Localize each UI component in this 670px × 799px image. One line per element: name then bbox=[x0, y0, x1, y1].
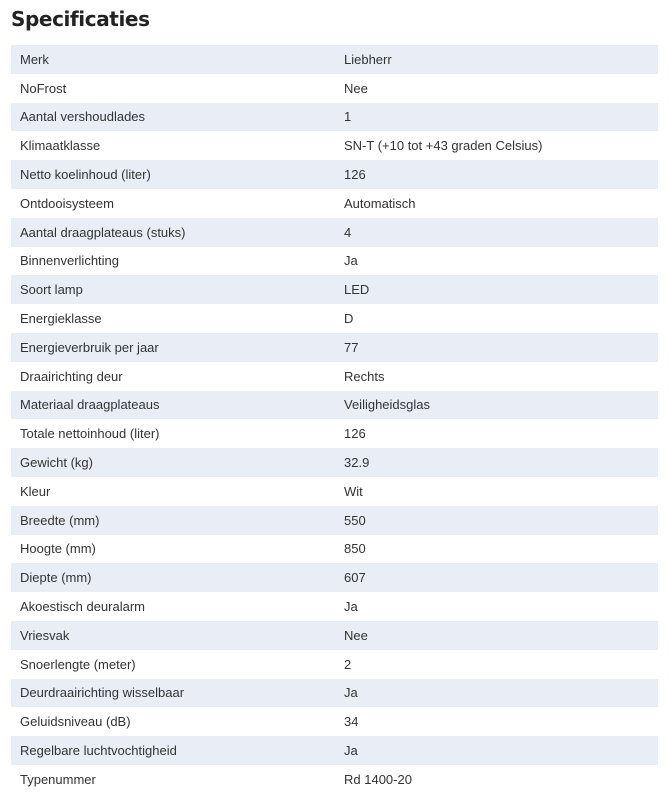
spec-label: Kleur bbox=[20, 483, 51, 499]
spec-row bbox=[11, 592, 658, 621]
spec-value: 550 bbox=[344, 512, 366, 528]
spec-value: Ja bbox=[344, 599, 358, 615]
spec-row bbox=[11, 247, 658, 276]
spec-row bbox=[11, 103, 658, 132]
spec-row bbox=[11, 391, 658, 420]
spec-value: Ja bbox=[344, 743, 358, 759]
spec-value: 34 bbox=[344, 714, 359, 730]
spec-value: 607 bbox=[344, 570, 366, 586]
spec-value: 32.9 bbox=[344, 455, 370, 471]
spec-label: Vriesvak bbox=[20, 627, 70, 643]
spec-label: Energieklasse bbox=[20, 311, 102, 327]
spec-label: Gewicht (kg) bbox=[20, 455, 93, 471]
spec-label: Hoogte (mm) bbox=[20, 541, 96, 557]
spec-row bbox=[11, 160, 658, 189]
spec-value: Rd 1400-20 bbox=[344, 771, 412, 787]
spec-label: Binnenverlichting bbox=[20, 253, 120, 269]
spec-label: Soort lamp bbox=[20, 282, 83, 298]
spec-label: Typenummer bbox=[20, 771, 96, 787]
spec-label: NoFrost bbox=[20, 80, 67, 96]
spec-value: 2 bbox=[344, 656, 352, 672]
spec-row bbox=[11, 45, 658, 74]
spec-value: Ja bbox=[344, 685, 358, 701]
spec-value: 1 bbox=[344, 109, 352, 125]
spec-label: Klimaatklasse bbox=[20, 138, 101, 154]
spec-label: Snoerlengte (meter) bbox=[20, 656, 136, 672]
spec-row bbox=[11, 765, 658, 794]
spec-row bbox=[11, 506, 658, 535]
spec-row bbox=[11, 679, 658, 708]
spec-row bbox=[11, 189, 658, 218]
spec-row bbox=[11, 419, 658, 448]
spec-label: Deurdraairichting wisselbaar bbox=[20, 685, 185, 701]
spec-label: Aantal draagplateaus (stuks) bbox=[20, 224, 186, 240]
spec-label: Breedte (mm) bbox=[20, 512, 100, 528]
spec-label: Merk bbox=[20, 51, 49, 67]
spec-row bbox=[11, 477, 658, 506]
spec-value: 126 bbox=[344, 426, 366, 442]
spec-label: Geluidsniveau (dB) bbox=[20, 714, 131, 730]
spec-value: 126 bbox=[344, 167, 366, 183]
spec-row bbox=[11, 707, 658, 736]
spec-row bbox=[11, 74, 658, 103]
page-title: Specificaties bbox=[11, 7, 150, 31]
spec-value: 77 bbox=[344, 339, 359, 355]
specifications-table-body bbox=[11, 45, 658, 794]
spec-row bbox=[11, 621, 658, 650]
spec-label: Totale nettoinhoud (liter) bbox=[20, 426, 160, 442]
spec-label: Netto koelinhoud (liter) bbox=[20, 167, 151, 183]
spec-value: Ja bbox=[344, 253, 358, 269]
spec-row bbox=[11, 563, 658, 592]
spec-value: Rechts bbox=[344, 368, 385, 384]
spec-row bbox=[11, 333, 658, 362]
spec-label: Ontdooisysteem bbox=[20, 195, 114, 211]
spec-label: Akoestisch deuralarm bbox=[20, 599, 145, 615]
spec-row bbox=[11, 448, 658, 477]
spec-row bbox=[11, 304, 658, 333]
spec-value: Automatisch bbox=[344, 195, 416, 211]
spec-row bbox=[11, 736, 658, 765]
spec-label: Draairichting deur bbox=[20, 368, 123, 384]
spec-row bbox=[11, 362, 658, 391]
spec-row bbox=[11, 535, 658, 564]
spec-label: Diepte (mm) bbox=[20, 570, 92, 586]
spec-label: Regelbare luchtvochtigheid bbox=[20, 743, 177, 759]
spec-value: Nee bbox=[344, 80, 368, 96]
spec-value: Wit bbox=[344, 483, 363, 499]
spec-row bbox=[11, 218, 658, 247]
spec-label: Energieverbruik per jaar bbox=[20, 339, 159, 355]
spec-row bbox=[11, 650, 658, 679]
spec-value: Nee bbox=[344, 627, 368, 643]
spec-value: LED bbox=[344, 282, 370, 298]
spec-value: SN-T (+10 tot +43 graden Celsius) bbox=[344, 138, 543, 154]
spec-label: Aantal vershoudlades bbox=[20, 109, 146, 125]
spec-value: 4 bbox=[344, 224, 352, 240]
spec-row bbox=[11, 131, 658, 160]
spec-row bbox=[11, 275, 658, 304]
spec-value: Veiligheidsglas bbox=[344, 397, 431, 413]
spec-value: 850 bbox=[344, 541, 366, 557]
spec-label: Materiaal draagplateaus bbox=[20, 397, 160, 413]
specifications-table bbox=[11, 45, 658, 794]
spec-value: Liebherr bbox=[344, 51, 392, 67]
spec-value: D bbox=[344, 311, 354, 327]
